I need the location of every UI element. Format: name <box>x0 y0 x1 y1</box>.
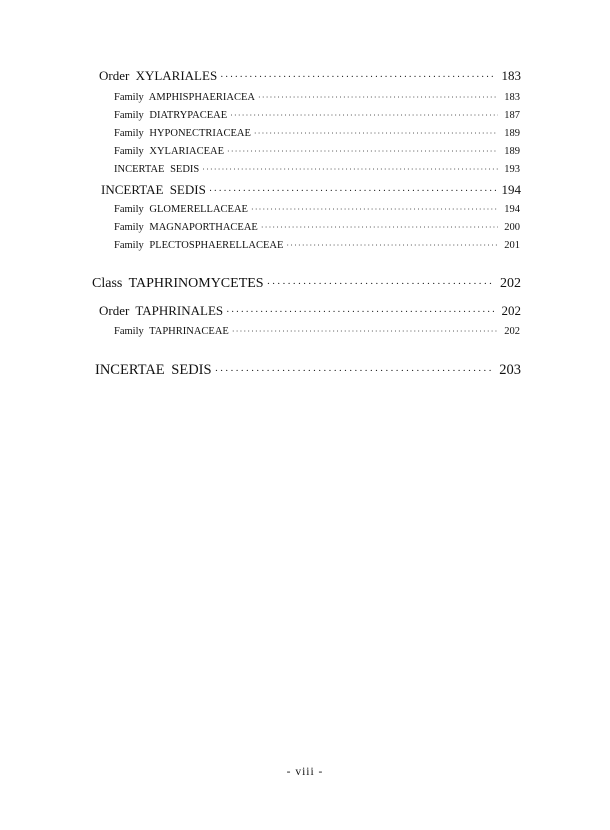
toc-entry-family-glomerellaceae[interactable] <box>114 204 520 215</box>
toc-entry-page: 194 <box>504 204 520 215</box>
toc-entry-label: INCERTAE SEDIS <box>101 182 206 197</box>
toc-entry-page: 187 <box>504 110 520 121</box>
toc-entry-label: Family GLOMERELLACEAE <box>114 204 248 215</box>
toc-entry-family-magnaporthaceae[interactable] <box>114 222 520 233</box>
dot-leader <box>227 147 498 156</box>
toc-entry-page: 202 <box>504 326 520 337</box>
dot-leader <box>251 205 498 214</box>
toc-entry-page: 203 <box>499 362 521 378</box>
toc-entry-family-diatrypaceae[interactable] <box>114 110 520 121</box>
toc-entry-label: Family MAGNAPORTHACEAE <box>114 222 258 233</box>
dot-leader <box>209 186 496 197</box>
toc-entry-family-taphrinaceae[interactable] <box>114 326 520 337</box>
dot-leader <box>226 307 495 318</box>
toc-entry-label: Class TAPHRINOMYCETES <box>92 276 264 291</box>
toc-entry-incertae-sedis-order[interactable] <box>101 182 521 198</box>
toc-entry-page: 183 <box>501 68 521 83</box>
toc-entry-page: 194 <box>501 182 521 197</box>
toc-entry-page: 189 <box>504 128 520 139</box>
toc-entry-page: 202 <box>500 276 521 291</box>
toc-entry-page: 202 <box>501 303 521 318</box>
toc-entry-label: INCERTAE SEDIS <box>114 164 200 175</box>
page-number: - viii - <box>286 766 324 778</box>
toc-entry-label: Order TAPHRINALES <box>99 303 224 318</box>
toc-entry-label: Order XYLARIALES <box>99 68 218 83</box>
toc-entry-order-taphrinales[interactable] <box>99 303 521 319</box>
dot-leader <box>261 223 498 232</box>
toc-entry-page: 193 <box>504 164 520 175</box>
toc-entry-family-plectosphaerellaceae[interactable] <box>114 240 520 251</box>
toc-entry-label: INCERTAE SEDIS <box>95 362 212 378</box>
toc-entry-family-hyponectriaceae[interactable] <box>114 128 520 139</box>
toc-entry-family-amphisphaeriacea[interactable] <box>114 92 520 103</box>
toc-entry-label: Family DIATRYPACEAE <box>114 110 228 121</box>
toc-entry-label: Family TAPHRINACEAE <box>114 326 229 337</box>
toc-entry-incertae-sedis[interactable] <box>114 164 520 175</box>
dot-leader <box>230 111 498 120</box>
dot-leader <box>254 129 498 138</box>
toc-entry-page: 201 <box>504 240 520 251</box>
dot-leader <box>220 72 495 83</box>
toc-entry-label: Family HYPONECTRIACEAE <box>114 128 251 139</box>
toc-entry-family-xylariaceae[interactable] <box>114 146 520 157</box>
dot-leader <box>215 365 494 377</box>
dot-leader <box>202 165 498 174</box>
dot-leader <box>267 278 494 290</box>
toc-entry-page: 183 <box>504 92 520 103</box>
toc-entry-label: Family PLECTOSPHAERELLACEAE <box>114 240 284 251</box>
toc-entry-page: 200 <box>504 222 520 233</box>
dot-leader <box>232 327 498 336</box>
toc-entry-label: Family XYLARIACEAE <box>114 146 225 157</box>
dot-leader <box>258 93 498 102</box>
toc-entry-page: 189 <box>504 146 520 157</box>
toc-entry-incertae-sedis-top[interactable] <box>95 362 521 379</box>
dot-leader <box>286 241 498 250</box>
toc-entry-class-taphrinomycetes[interactable] <box>92 276 521 292</box>
toc-entry-label: Family AMPHISPHAERIACEA <box>114 92 255 103</box>
toc-entry-order-xylariales[interactable] <box>99 68 521 84</box>
